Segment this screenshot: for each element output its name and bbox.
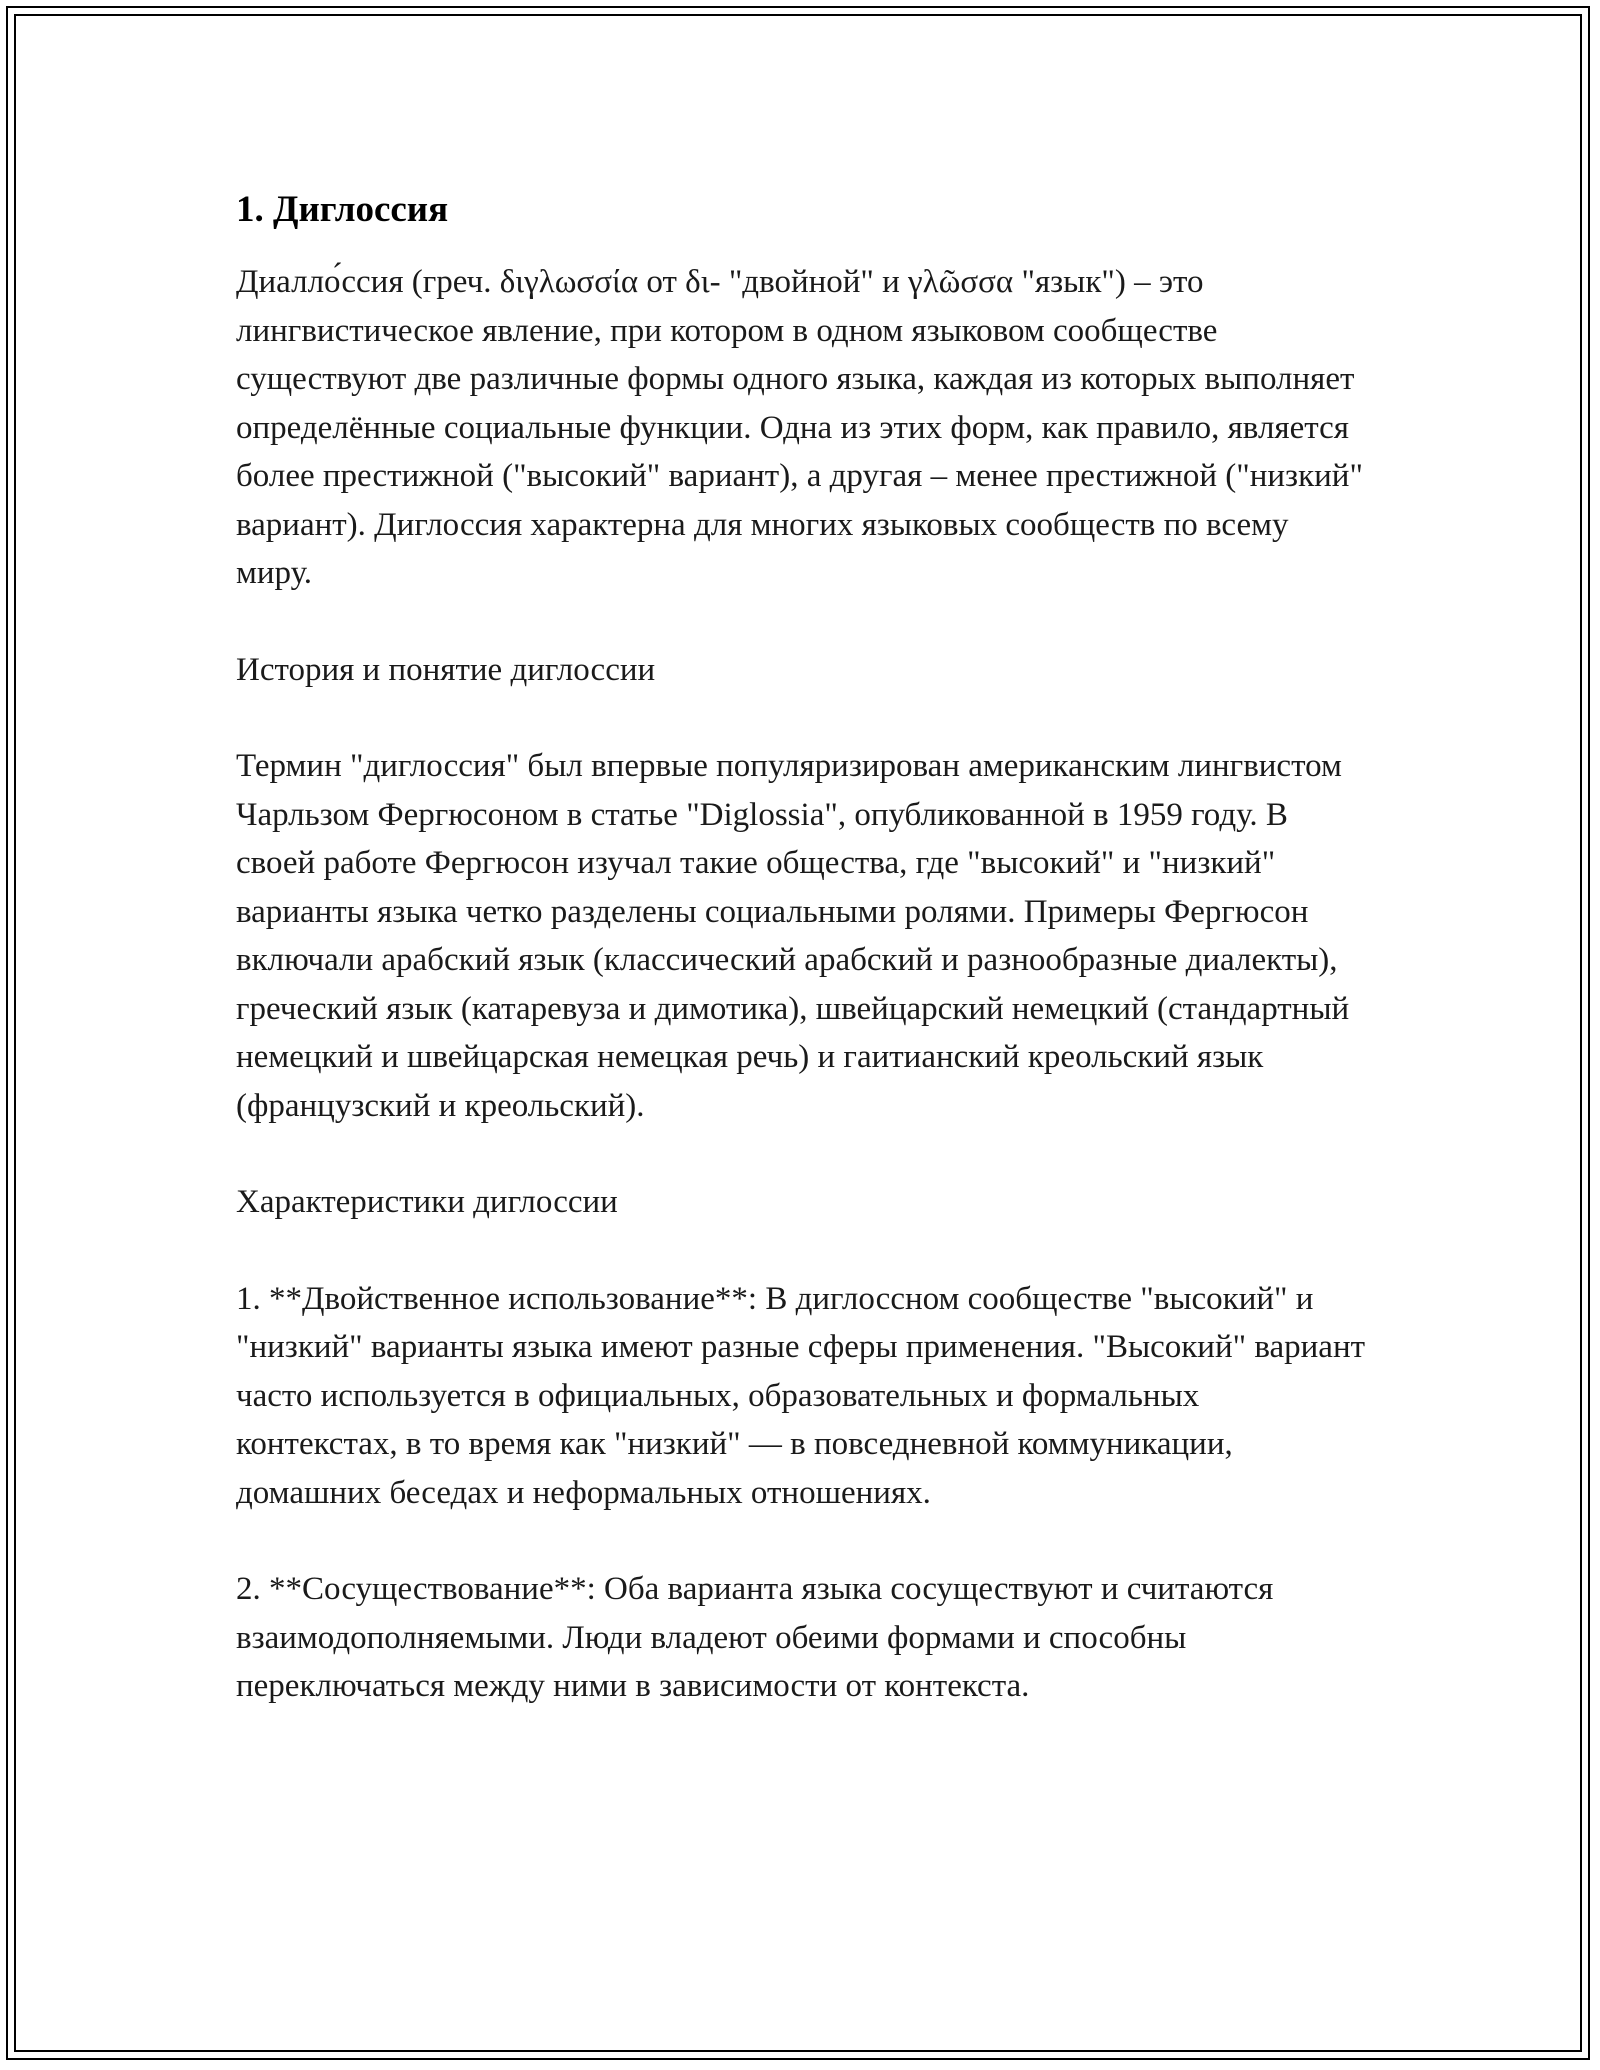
characteristic-item-2: 2. **Сосуществование**: Оба варианта языка сосуществуют и считаются взаимодополняемыми. Люди владеют обеими формами и способны переключаться между ними в зависимости от контекста. xyxy=(236,1571,1274,1704)
intro-paragraph: Диалло́ссия (греч. διγλωσσία от δι- "двойной" и γλῶσσα "язык") – это лингвистическое явление, при котором в одном языковом сообществе существуют две различные формы одного языка, каждая из которых выполняет определённые социальные функции. Одна из этих форм, как правило, является более престижной ("высокий" вариант), а другая – менее престижной ("низкий" вариант). Диглоссия характерна для многих языковых сообществ по всему миру. xyxy=(236,264,1363,591)
history-paragraph: Термин "диглоссия" был впервые популяризирован американским лингвистом Чарльзом Фергюсоном в статье "Diglossia", опубликованной в 1959 году. В своей работе Фергюсон изучал такие общества, где "высокий" и "низкий" варианты языка четко разделены социальными ролями. Примеры Фергюсон включали арабский язык (классический арабский и разнообразные диалекты), греческий язык (катаревуза и димотика), швейцарский немецкий (стандартный немецкий и швейцарская немецкая речь) и гаитианский креольский язык (французский и креольский). xyxy=(236,748,1350,1124)
characteristic-item-1: 1. **Двойственное использование**: В диглоссном сообществе "высокий" и "низкий" варианты языка имеют разные сферы применения. "Высокий" вариант часто используется в официальных, образовательных и формальных контекстах, в то время как "низкий" — в повседневной коммуникации, домашних беседах и неформальных отношениях. xyxy=(236,1280,1366,1511)
document-body xyxy=(236,186,1366,1711)
subheading-characteristics: Характеристики диглоссии xyxy=(236,1184,618,1220)
section-heading: 1. Диглоссия xyxy=(236,189,449,230)
subheading-history: История и понятие диглоссии xyxy=(236,651,656,688)
